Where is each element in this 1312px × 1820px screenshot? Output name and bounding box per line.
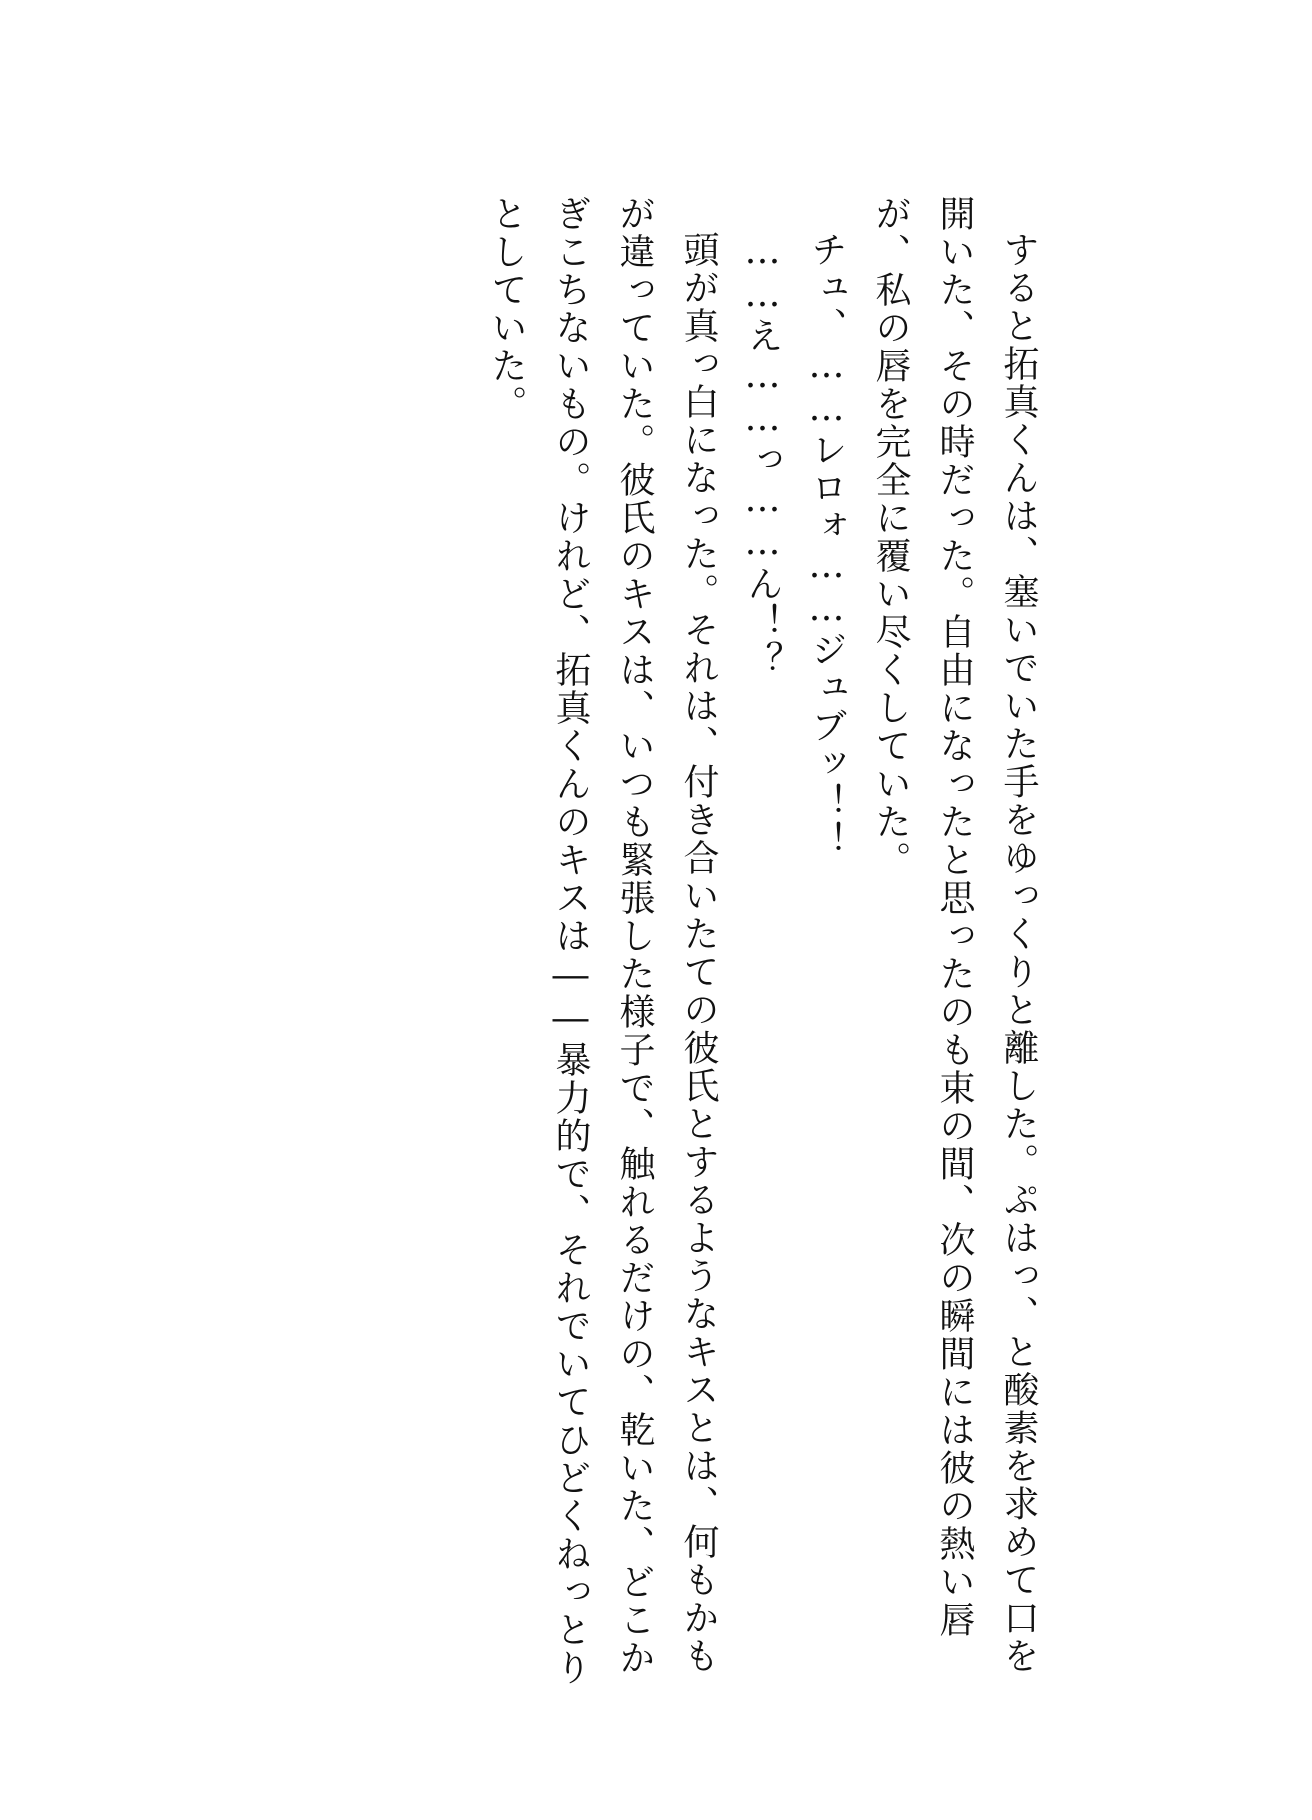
text-line: としていた。 xyxy=(486,195,527,423)
text-line: が、私の唇を完全に覆い尽くしていた。 xyxy=(870,195,911,879)
text-line: 開いた、その時だった。自由になったと思ったのも束の間、次の瞬間には彼の熱い唇 xyxy=(934,195,975,1639)
text-line: ぎこちないもの。けれど、拓真くんのキスは――暴力的で、それでいてひどくねっとり xyxy=(550,195,591,1687)
text-line: ……え……っ……ん！？ xyxy=(742,231,783,679)
text-line: が違っていた。彼氏のキスは、いつも緊張した様子で、触れるだけの、乾いた、どこか xyxy=(614,195,655,1677)
text-line: 頭が真っ白になった。それは、付き合いたての彼氏とするようなキスとは、何もかも xyxy=(678,231,719,1675)
text-line: チュ、……レロォ……ジュブッ！！ xyxy=(806,231,847,859)
text-line: すると拓真くんは、塞いでいた手をゆっくりと離した。ぷはっ、と酸素を求めて口を xyxy=(998,231,1039,1675)
body-text xyxy=(474,195,1050,1687)
